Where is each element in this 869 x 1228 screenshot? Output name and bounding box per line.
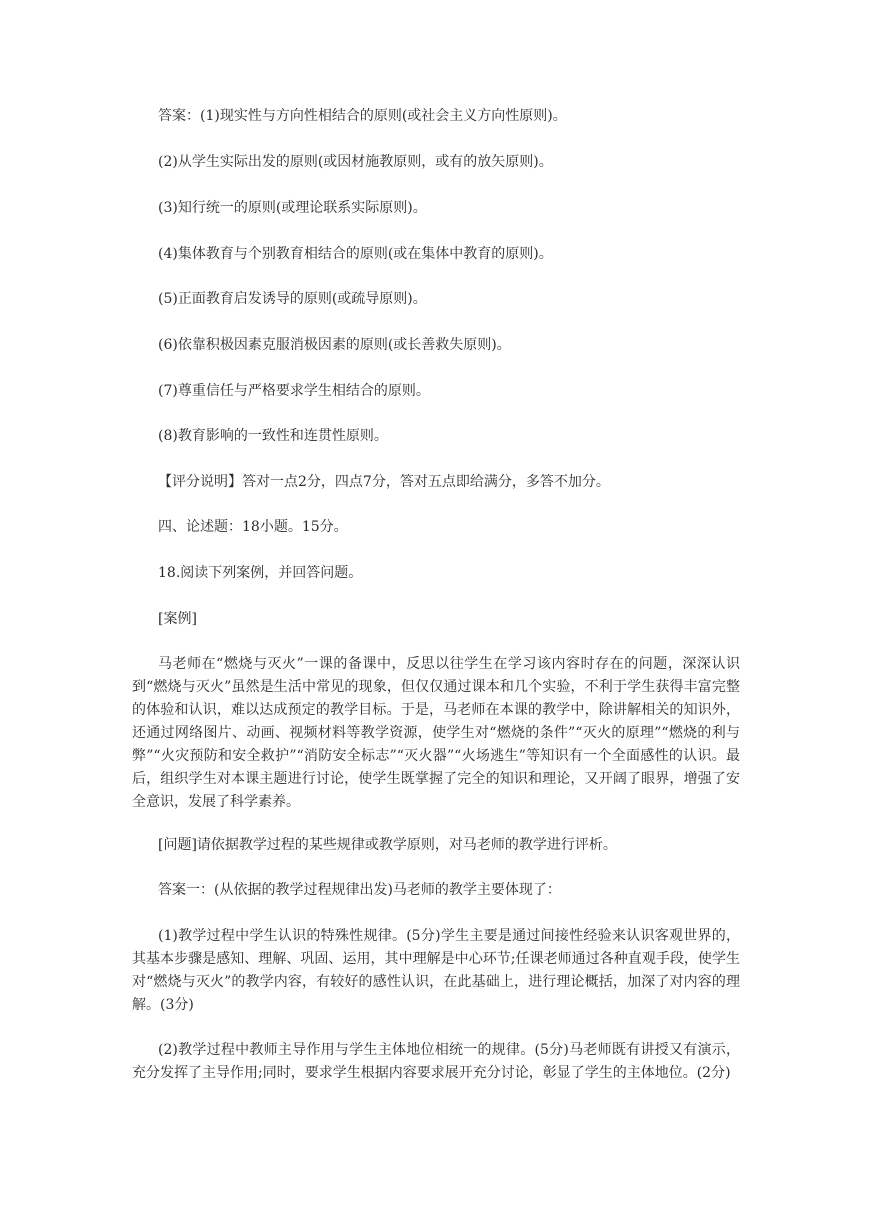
answer-one-intro: 答案一：(从依据的教学过程规律出发)马老师的教学主要体现了： xyxy=(158,882,561,898)
answer-line-2: (2)从学生实际出发的原则(或因材施教原则，或有的放矢原则)。 xyxy=(158,154,553,170)
answer-line-6: (6)依靠积极因素克服消极因素的原则(或长善救失原则)。 xyxy=(158,337,511,353)
answer-one-point-2: (2)教学过程中教师主导作用与学生主体地位相统一的规律。(5分)马老师既有讲授又有演示，充分发挥了主导作用;同时，要求学生根据内容要求展开充分讨论，彰显了学生的主体地位。(2分) xyxy=(132,1042,740,1081)
answer-line-7: (7)尊重信任与严格要求学生相结合的原则。 xyxy=(158,383,430,399)
case-paragraph: 马老师在“燃烧与灭火”一课的备课中，反思以往学生在学习该内容时存在的问题，深深认识到“燃烧与灭火”虽然是生活中常见的现象，但仅仅通过课本和几个实验，不利于学生获得丰富完整的体验和认识，难以达成预定的教学目标。于是，马老师在本课的教学中，除讲解相关的知识外，还通过网络图片、动画、视频材料等教学资源，使学生对“燃烧的条件”“灭火的原理”“燃烧的利与弊”“火灾预防和安全救护”“消防安全标志”“灭火器”“火场逃生”等知识有一个全面感性的认识。最后，组织学生对本课主题进行讨论，使学生既掌握了完全的知识和理论，又开阔了眼界，增强了安全意识，发展了科学素养。 xyxy=(132,656,740,810)
answer-line-4: (4)集体教育与个别教育相结合的原则(或在集体中教育的原则)。 xyxy=(158,246,553,262)
scoring-note: 【评分说明】答对一点2分，四点7分，答对五点即给满分，多答不加分。 xyxy=(158,474,610,490)
case-label: [案例] xyxy=(158,611,197,627)
answer-line-5: (5)正面教育启发诱导的原则(或疏导原则)。 xyxy=(158,291,427,307)
answer-one-point-1: (1)教学过程中学生认识的特殊性规律。(5分)学生主要是通过间接性经验来认识客观世界的，其基本步骤是感知、理解、巩固、运用，其中理解是中心环节;任课老师通过各种直观手段，使学生对“燃烧与灭火”的教学内容，有较好的感性认识，在此基础上，进行理论概括，加深了对内容的理解。(3分) xyxy=(132,928,740,1013)
answer-line-3: (3)知行统一的原则(或理论联系实际原则)。 xyxy=(158,200,427,216)
answer-line-8: (8)教育影响的一致性和连贯性原则。 xyxy=(158,428,388,444)
question-intro: 18.阅读下列案例，并回答问题。 xyxy=(158,565,363,581)
question-text: [问题]请依据教学过程的某些规律或教学原则，对马老师的教学进行评析。 xyxy=(158,837,617,853)
section-heading: 四、论述题：18小题。15分。 xyxy=(158,519,348,535)
answer-line-1: 答案：(1)现实性与方向性相结合的原则(或社会主义方向性原则)。 xyxy=(158,108,567,124)
